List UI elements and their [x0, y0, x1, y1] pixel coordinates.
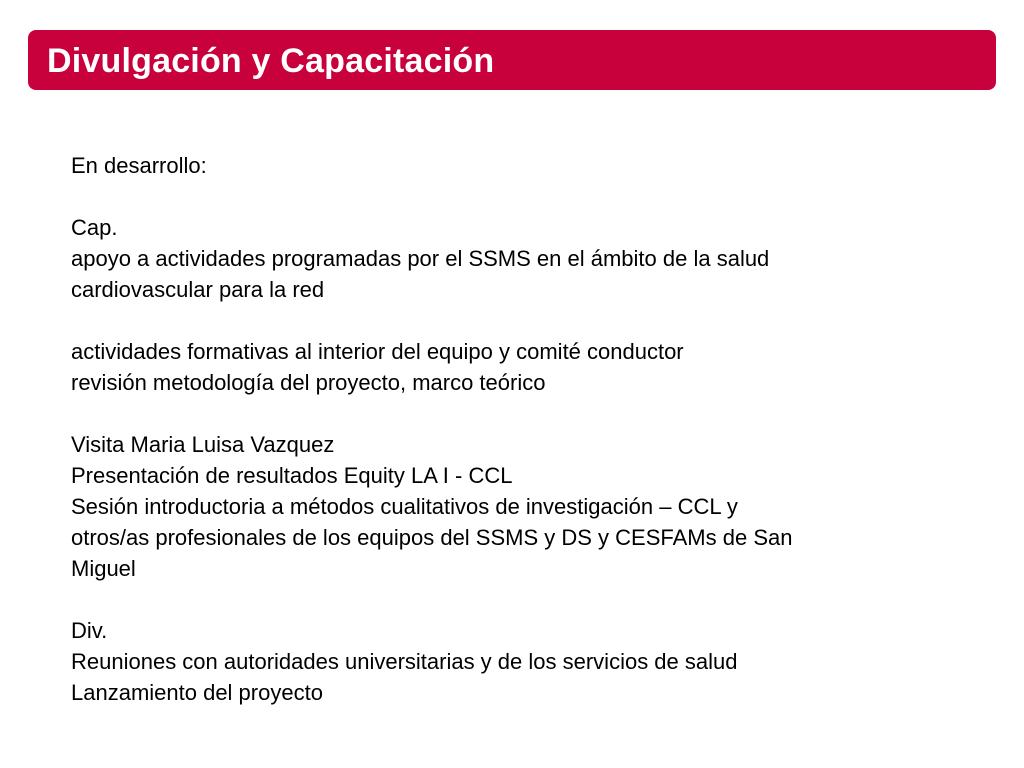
title-bar — [28, 30, 996, 90]
spacer — [71, 181, 971, 212]
cap-line: Visita Maria Luisa Vazquez — [71, 432, 335, 457]
spacer — [71, 398, 971, 429]
spacer — [71, 305, 971, 336]
cap-line: cardiovascular para la red — [71, 277, 325, 302]
cap-line: otros/as profesionales de los equipos del SSMS y DS y CESFAMs de San — [71, 525, 793, 550]
div-line: Lanzamiento del proyecto — [71, 680, 323, 705]
div-line: Reuniones con autoridades universitarias y de los servicios de salud — [71, 649, 738, 674]
intro-line: En desarrollo: — [71, 153, 207, 178]
spacer — [71, 584, 971, 615]
cap-heading: Cap. — [71, 215, 118, 240]
cap-line: Miguel — [71, 556, 136, 581]
slide-title: Divulgación y Capacitación — [47, 42, 495, 80]
cap-line: apoyo a actividades programadas por el SSMS en el ámbito de la salud — [71, 246, 770, 271]
cap-line: Presentación de resultados Equity LA I - CCL — [71, 463, 513, 488]
slide-body — [71, 150, 971, 708]
cap-line: revisión metodología del proyecto, marco teórico — [71, 370, 546, 395]
cap-line: Sesión introductoria a métodos cualitativos de investigación – CCL y — [71, 494, 738, 519]
div-heading: Div. — [71, 618, 108, 643]
cap-line: actividades formativas al interior del equipo y comité conductor — [71, 339, 684, 364]
